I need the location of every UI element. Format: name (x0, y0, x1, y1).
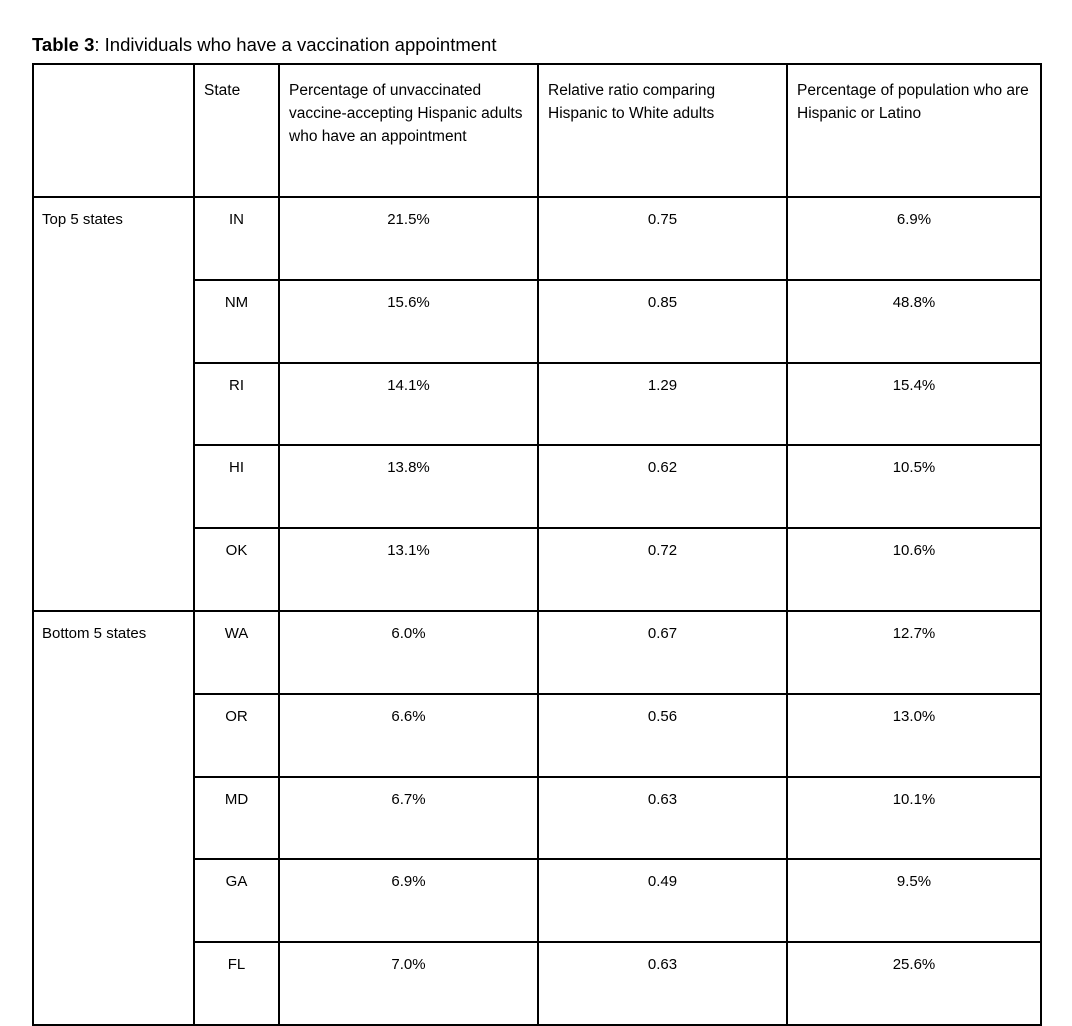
header-relative-ratio: Relative ratio comparing Hispanic to White adults (538, 64, 787, 197)
relative-ratio-cell: 0.75 (538, 197, 787, 280)
vaccination-appointment-table (32, 63, 1042, 1026)
table-body (33, 197, 1041, 1025)
table-caption (32, 33, 497, 57)
pct-hispanic-cell: 6.9% (787, 197, 1041, 280)
relative-ratio-cell: 1.29 (538, 363, 787, 446)
state-cell: OR (194, 694, 279, 777)
pct-hispanic-cell: 25.6% (787, 942, 1041, 1025)
pct-hispanic-cell: 13.0% (787, 694, 1041, 777)
state-cell: FL (194, 942, 279, 1025)
pct-appointment-cell: 14.1% (279, 363, 538, 446)
pct-hispanic-cell: 15.4% (787, 363, 1041, 446)
relative-ratio-cell: 0.63 (538, 777, 787, 860)
relative-ratio-cell: 0.49 (538, 859, 787, 942)
pct-appointment-cell: 7.0% (279, 942, 538, 1025)
relative-ratio-cell: 0.62 (538, 445, 787, 528)
row-group-label: Bottom 5 states (33, 611, 194, 1025)
pct-hispanic-cell: 10.1% (787, 777, 1041, 860)
table-row (33, 197, 1041, 280)
pct-appointment-cell: 6.7% (279, 777, 538, 860)
row-group-label: Top 5 states (33, 197, 194, 611)
state-cell: RI (194, 363, 279, 446)
pct-hispanic-cell: 10.6% (787, 528, 1041, 611)
table-caption-text: : Individuals who have a vaccination appointment (94, 33, 497, 55)
state-cell: HI (194, 445, 279, 528)
state-cell: NM (194, 280, 279, 363)
relative-ratio-cell: 0.67 (538, 611, 787, 694)
pct-appointment-cell: 6.6% (279, 694, 538, 777)
table-header-row (33, 64, 1041, 197)
header-pct-appointment: Percentage of unvaccinated vaccine-accepting Hispanic adults who have an appointment (279, 64, 538, 197)
pct-hispanic-cell: 9.5% (787, 859, 1041, 942)
state-cell: WA (194, 611, 279, 694)
pct-hispanic-cell: 48.8% (787, 280, 1041, 363)
pct-appointment-cell: 15.6% (279, 280, 538, 363)
header-pct-hispanic-population: Percentage of population who are Hispanic or Latino (787, 64, 1041, 197)
relative-ratio-cell: 0.56 (538, 694, 787, 777)
relative-ratio-cell: 0.63 (538, 942, 787, 1025)
pct-hispanic-cell: 12.7% (787, 611, 1041, 694)
relative-ratio-cell: 0.72 (538, 528, 787, 611)
table-caption-number: Table 3 (32, 33, 95, 55)
pct-appointment-cell: 6.9% (279, 859, 538, 942)
state-cell: IN (194, 197, 279, 280)
state-cell: GA (194, 859, 279, 942)
header-state: State (194, 64, 279, 197)
pct-appointment-cell: 21.5% (279, 197, 538, 280)
state-cell: OK (194, 528, 279, 611)
pct-appointment-cell: 6.0% (279, 611, 538, 694)
state-cell: MD (194, 777, 279, 860)
header-empty-cell (33, 64, 194, 197)
pct-appointment-cell: 13.8% (279, 445, 538, 528)
pct-hispanic-cell: 10.5% (787, 445, 1041, 528)
relative-ratio-cell: 0.85 (538, 280, 787, 363)
pct-appointment-cell: 13.1% (279, 528, 538, 611)
table-row (33, 611, 1041, 694)
